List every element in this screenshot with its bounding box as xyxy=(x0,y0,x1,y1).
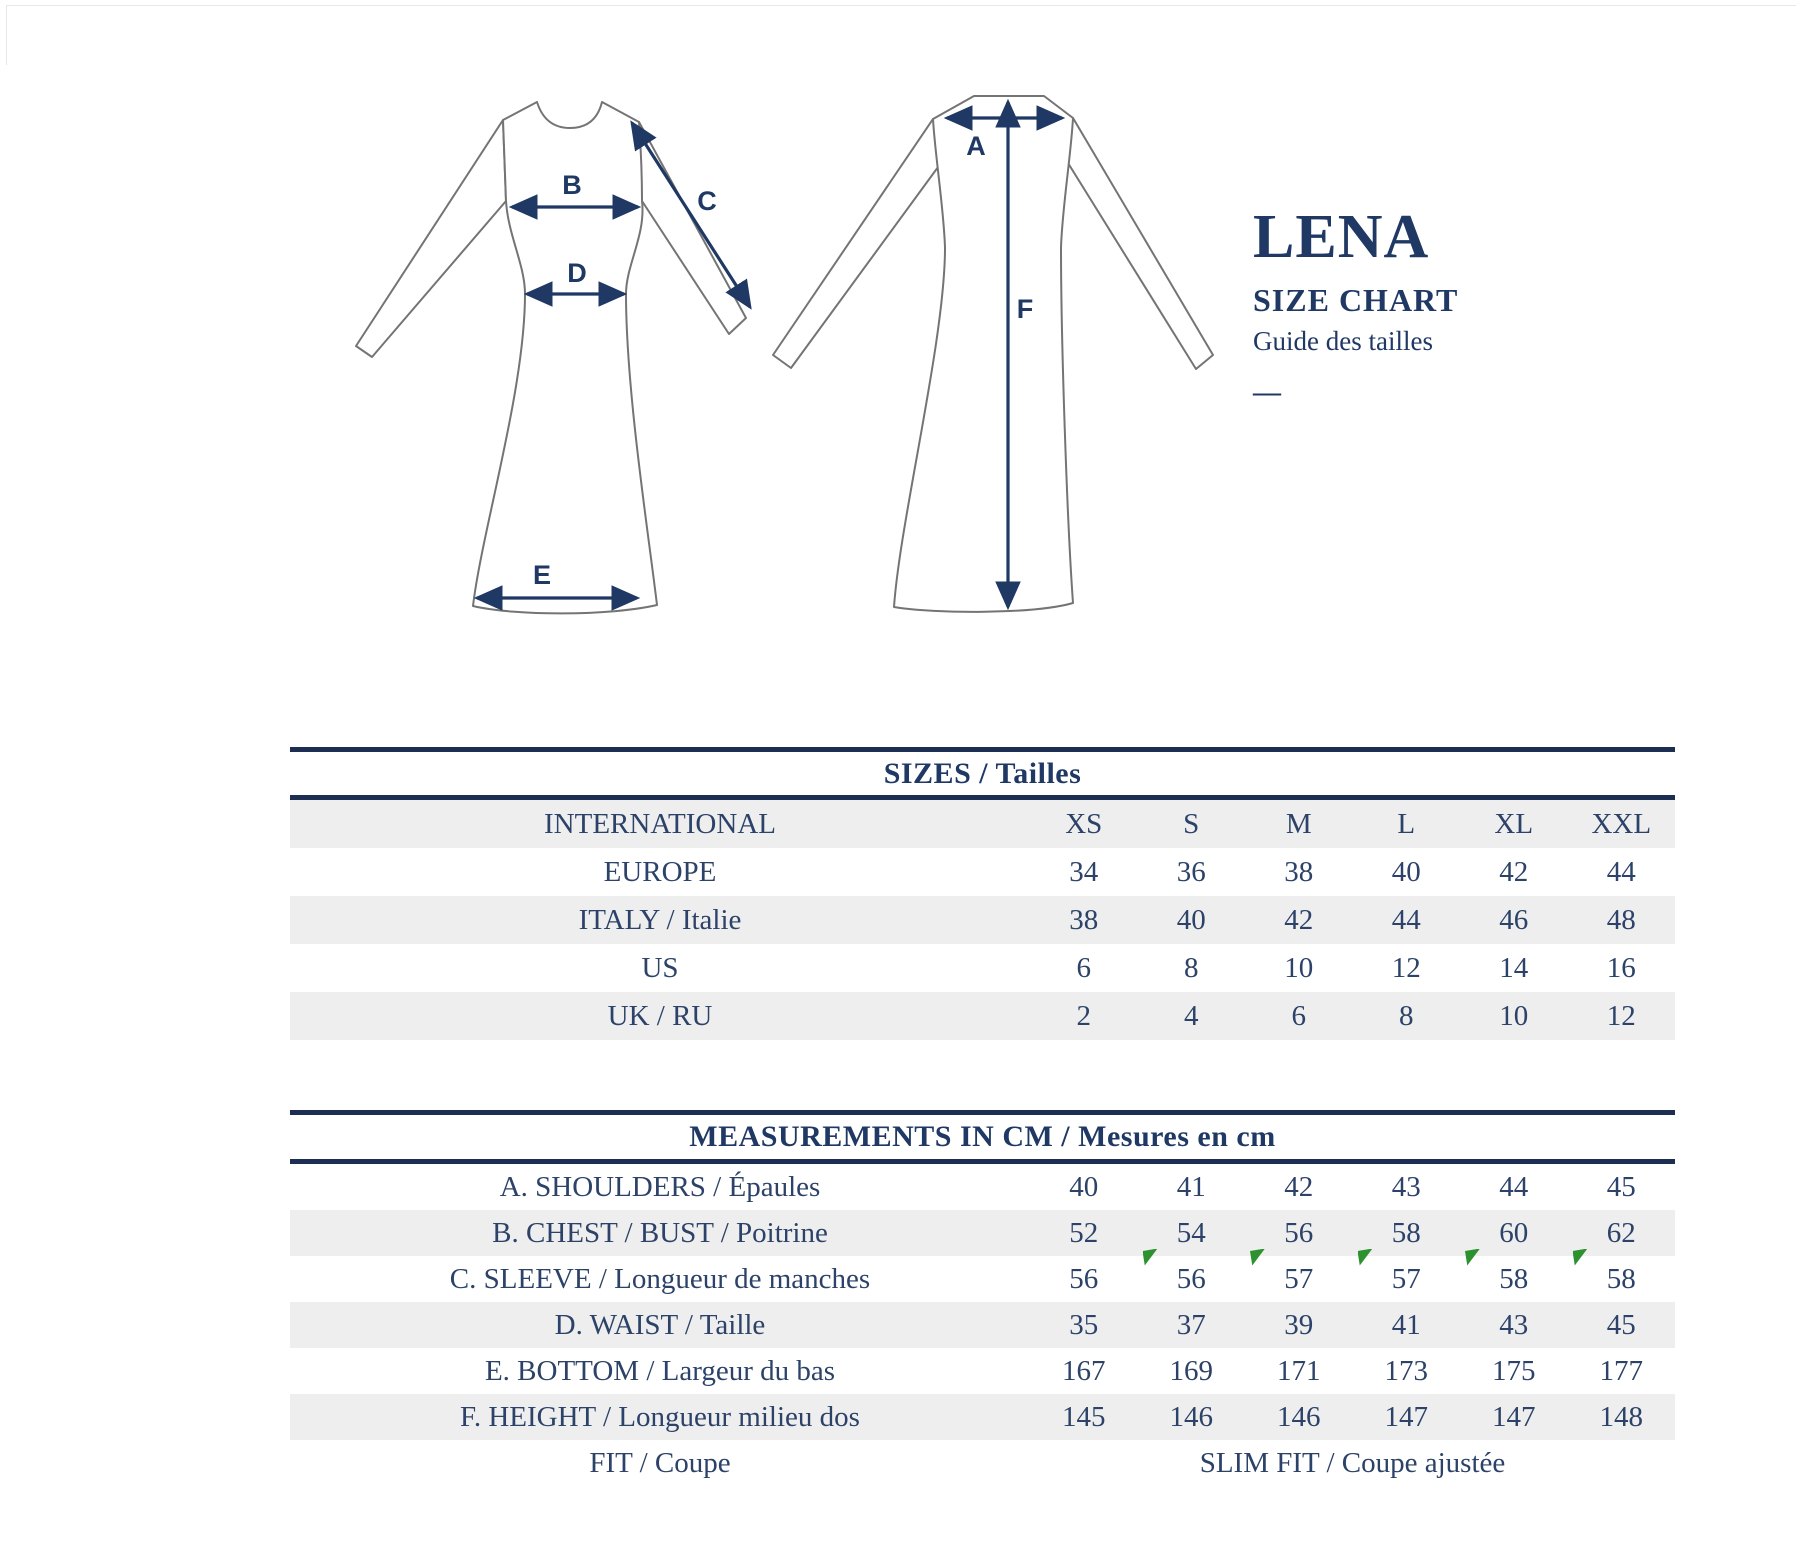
row-label: INTERNATIONAL xyxy=(544,807,776,840)
size-value: 6 xyxy=(1291,999,1306,1032)
measurement-value: 43 xyxy=(1499,1308,1529,1341)
measurement-value xyxy=(1568,1263,1676,1296)
table-row-fit xyxy=(290,1440,1675,1486)
row-label: EUROPE xyxy=(603,855,717,888)
measurement-value-text: 58 xyxy=(1499,1262,1529,1295)
measurement-value: 58 xyxy=(1391,1216,1421,1249)
page-border-left xyxy=(6,5,7,65)
row-label: A. SHOULDERS / Épaules xyxy=(499,1170,821,1203)
table-row xyxy=(290,1302,1675,1348)
size-value: 10 xyxy=(1284,951,1314,984)
size-value: 40 xyxy=(1391,855,1421,888)
back-left-sleeve xyxy=(773,119,941,368)
row-label: ITALY / Italie xyxy=(578,903,742,936)
row-label: D. WAIST / Taille xyxy=(554,1308,766,1341)
sizes-table xyxy=(290,747,1675,1040)
front-right-sleeve xyxy=(639,122,746,334)
size-value: 6 xyxy=(1076,951,1091,984)
table-row xyxy=(290,944,1675,992)
measurements-table xyxy=(290,1110,1675,1486)
measurement-value: 173 xyxy=(1384,1354,1428,1387)
row-label: UK / RU xyxy=(607,999,713,1032)
size-value: 42 xyxy=(1499,855,1529,888)
size-value: 44 xyxy=(1391,903,1421,936)
table-row xyxy=(290,1210,1675,1256)
table-row xyxy=(290,1256,1675,1302)
size-chart-subtitle: Guide des tailles xyxy=(1253,326,1433,356)
measurement-value: 60 xyxy=(1499,1216,1529,1249)
measurement-value: 54 xyxy=(1176,1216,1206,1249)
measurement-value: 35 xyxy=(1069,1308,1099,1341)
size-value: L xyxy=(1397,807,1416,840)
sleeve-measure-arrow xyxy=(632,123,750,307)
measurement-value: 42 xyxy=(1284,1170,1314,1203)
measurement-value: 39 xyxy=(1284,1308,1314,1341)
size-value: M xyxy=(1285,807,1312,840)
measurement-value: 148 xyxy=(1599,1400,1643,1433)
table-row xyxy=(290,1164,1675,1210)
measurement-value xyxy=(1353,1263,1461,1296)
back-right-sleeve xyxy=(1068,118,1213,369)
measurement-value: 146 xyxy=(1277,1400,1321,1433)
size-value: S xyxy=(1183,807,1200,840)
size-value: 48 xyxy=(1606,903,1636,936)
measurement-value: 146 xyxy=(1169,1400,1213,1433)
size-value: 40 xyxy=(1176,903,1206,936)
measurement-value: 147 xyxy=(1492,1400,1536,1433)
size-value: XL xyxy=(1494,807,1534,840)
front-left-sleeve xyxy=(356,120,506,357)
green-flag-icon xyxy=(1358,1249,1373,1266)
product-name: LENA xyxy=(1253,203,1430,271)
row-label: E. BOTTOM / Largeur du bas xyxy=(484,1354,836,1387)
size-value: 8 xyxy=(1184,951,1199,984)
size-value: 34 xyxy=(1069,855,1099,888)
green-flag-icon xyxy=(1143,1249,1158,1266)
size-value: 38 xyxy=(1069,903,1099,936)
measurement-value xyxy=(1138,1263,1246,1296)
shoulders-measure-label: A xyxy=(966,131,986,161)
fit-label: FIT / Coupe xyxy=(589,1446,731,1479)
fit-value: SLIM FIT / Coupe ajustée xyxy=(1199,1446,1506,1479)
measurement-value: 56 xyxy=(1284,1216,1314,1249)
table-row xyxy=(290,1394,1675,1440)
table-row xyxy=(290,992,1675,1040)
size-value: 8 xyxy=(1399,999,1414,1032)
size-value: 2 xyxy=(1076,999,1091,1032)
title-block xyxy=(1253,203,1459,408)
size-value: 36 xyxy=(1176,855,1206,888)
measurement-value xyxy=(1460,1263,1568,1296)
size-value: 10 xyxy=(1499,999,1529,1032)
measurement-value: 41 xyxy=(1391,1308,1421,1341)
measurement-value: 145 xyxy=(1062,1400,1106,1433)
measurement-value-text: 57 xyxy=(1391,1262,1421,1295)
measurement-value: 37 xyxy=(1176,1308,1206,1341)
measurement-value-text: 58 xyxy=(1606,1262,1636,1295)
size-value: 42 xyxy=(1284,903,1314,936)
size-value: 38 xyxy=(1284,855,1314,888)
size-value: XS xyxy=(1065,807,1103,840)
bottom-measure-label: E xyxy=(532,560,552,590)
size-value: 4 xyxy=(1184,999,1199,1032)
row-label: F. HEIGHT / Longueur milieu dos xyxy=(460,1400,860,1433)
table-row xyxy=(290,896,1675,944)
size-value: XXL xyxy=(1591,807,1652,840)
waist-measure-label: D xyxy=(567,258,587,288)
row-label: US xyxy=(641,951,679,984)
chest-measure-label: B xyxy=(562,170,582,200)
table-row xyxy=(290,1348,1675,1394)
size-chart-title: SIZE CHART xyxy=(1253,282,1459,318)
measurement-value: 45 xyxy=(1606,1170,1636,1203)
measurement-value: 167 xyxy=(1062,1354,1106,1387)
sizes-table-title: SIZES / Tailles xyxy=(883,756,1082,790)
front-dress-diagram xyxy=(280,60,760,620)
measurement-value: 169 xyxy=(1169,1354,1213,1387)
page-border-top xyxy=(6,5,1796,6)
measurement-value-text: 57 xyxy=(1284,1262,1314,1295)
measurement-value: 62 xyxy=(1606,1216,1636,1249)
size-value: 12 xyxy=(1606,999,1636,1032)
row-label: C. SLEEVE / Longueur de manches xyxy=(449,1262,871,1295)
table-row xyxy=(290,848,1675,896)
height-measure-label: F xyxy=(1016,294,1034,324)
size-value: 12 xyxy=(1391,951,1421,984)
measurement-value: 175 xyxy=(1492,1354,1536,1387)
back-dress-diagram xyxy=(735,60,1225,620)
green-flag-icon xyxy=(1465,1249,1480,1266)
measurement-value: 52 xyxy=(1069,1216,1099,1249)
measurement-value: 44 xyxy=(1499,1170,1529,1203)
measurement-value: 171 xyxy=(1277,1354,1321,1387)
measurement-value: 41 xyxy=(1176,1170,1206,1203)
size-value: 46 xyxy=(1499,903,1529,936)
measurement-value: 147 xyxy=(1384,1400,1428,1433)
size-value: 44 xyxy=(1606,855,1636,888)
table-row xyxy=(290,800,1675,848)
row-label: B. CHEST / BUST / Poitrine xyxy=(492,1216,828,1249)
green-flag-icon xyxy=(1250,1249,1265,1266)
measurement-value-text: 56 xyxy=(1176,1262,1206,1295)
measurement-value: 177 xyxy=(1599,1354,1643,1387)
measurement-value: 56 xyxy=(1069,1262,1099,1295)
sleeve-measure-label: C xyxy=(697,186,717,216)
measurement-value: 45 xyxy=(1606,1308,1636,1341)
size-value: 14 xyxy=(1499,951,1529,984)
size-value: 16 xyxy=(1606,951,1636,984)
green-flag-icon xyxy=(1573,1249,1588,1266)
measurement-value xyxy=(1245,1263,1353,1296)
measurement-value: 43 xyxy=(1391,1170,1421,1203)
measurement-value: 40 xyxy=(1069,1170,1099,1203)
measurements-table-title: MEASUREMENTS IN CM / Mesures en cm xyxy=(689,1120,1276,1153)
divider-dash: — xyxy=(1253,377,1281,408)
